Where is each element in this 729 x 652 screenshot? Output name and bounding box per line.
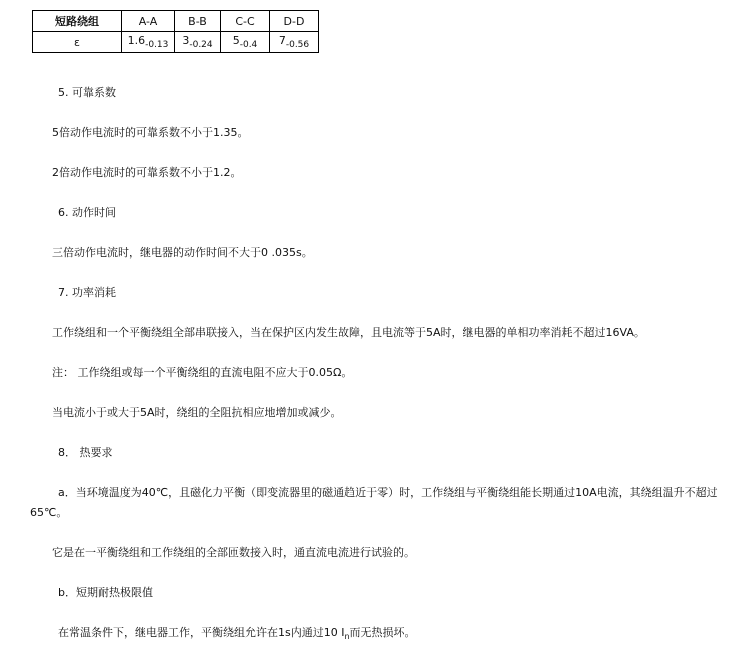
table-header-cell: C-C <box>221 11 270 32</box>
table-cell <box>221 32 270 53</box>
table-cell <box>175 32 221 53</box>
section-8-item-a: a．当环境温度为40℃，且磁化力平衡（即变流器里的磁通趋近于零）时，工作绕组与平衡绕组能长期通过10A电流，其绕组温升不超过65℃。 <box>30 486 718 519</box>
section-6-paragraph-1: 三倍动作电流时，继电器的动作时间不大于0 .035s。 <box>52 246 313 259</box>
value-main: 5 <box>232 34 240 47</box>
value-main: 3 <box>182 34 190 47</box>
cell-value <box>233 34 258 50</box>
value-main: 7 <box>278 34 286 47</box>
section-8-title: 8． 热要求 <box>58 446 113 459</box>
table-row <box>33 32 319 53</box>
section-5-paragraph-2: 2倍动作电流时的可靠系数不小于1.2。 <box>52 166 242 179</box>
table-cell <box>270 32 319 53</box>
section-7-title: 7. 功率消耗 <box>58 286 116 299</box>
value-subscript: -0.4 <box>239 40 258 50</box>
value-main: 1.6 <box>127 34 146 47</box>
paragraph-text: 而无热损坏。 <box>349 626 416 639</box>
section-7-paragraph-1: 工作绕组和一个平衡绕组全部串联接入，当在保护区内发生故障，且电流等于5A时，继电器的单相功率消耗不超过16VA。 <box>52 326 645 339</box>
section-8-paragraph-2 <box>58 626 416 644</box>
row-label-cell: ε <box>33 32 122 53</box>
value-subscript: -0.13 <box>145 40 169 50</box>
section-7-note: 注： 工作绕组或每一个平衡绕组的直流电阻不应大于0.05Ω。 <box>52 366 353 379</box>
table-header-cell: D-D <box>270 11 319 32</box>
section-5-paragraph-1: 5倍动作电流时的可靠系数不小于1.35。 <box>52 126 249 139</box>
short-circuit-table <box>32 10 319 53</box>
table-header-cell: A-A <box>122 11 175 32</box>
rated-current-subscript: n <box>344 632 350 641</box>
cell-value <box>182 34 212 50</box>
section-8-paragraph-1: 它是在一平衡绕组和工作绕组的全部匝数接入时，通直流电流进行试验的。 <box>52 546 415 559</box>
section-5-title: 5. 可靠系数 <box>58 86 116 99</box>
section-8-item-b: b．短期耐热极限值 <box>58 586 153 599</box>
table-header-row <box>33 11 319 32</box>
cell-value <box>128 34 169 50</box>
value-subscript: -0.24 <box>189 40 213 50</box>
section-6-title: 6. 动作时间 <box>58 206 116 219</box>
value-subscript: -0.56 <box>285 40 310 50</box>
section-7-paragraph-2: 当电流小于或大于5A时，绕组的全阻抗相应地增加或减少。 <box>52 406 342 419</box>
cell-value <box>279 34 309 50</box>
table-header-cell: B-B <box>175 11 221 32</box>
paragraph-text: 在常温条件下，继电器工作，平衡绕组允许在1s内通过10 I <box>58 626 345 639</box>
table-header-cell: 短路绕组 <box>33 11 122 32</box>
table-cell <box>122 32 175 53</box>
